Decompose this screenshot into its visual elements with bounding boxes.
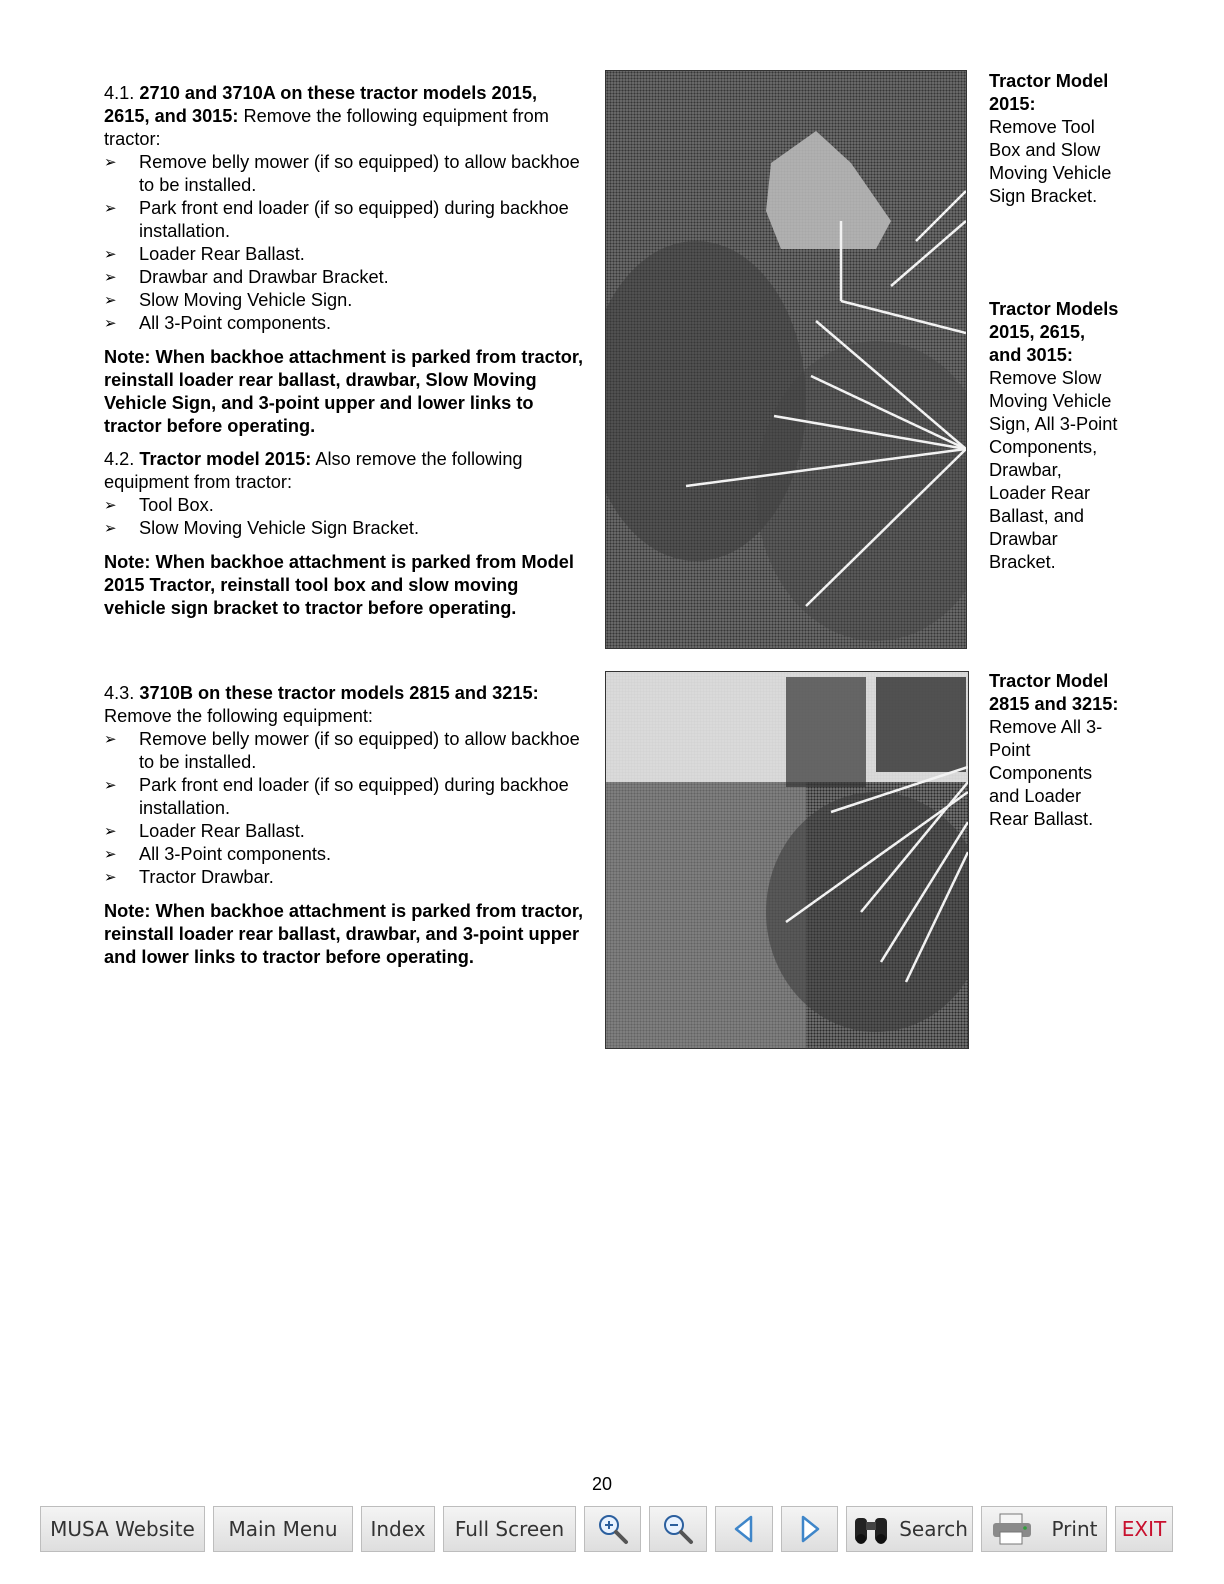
index-button[interactable]: Index	[361, 1506, 435, 1552]
print-label: Print	[1051, 1517, 1098, 1541]
chevron-right-icon	[797, 1514, 823, 1544]
section-4-3	[104, 682, 584, 969]
caption-models-2815-3215: Tractor Model 2815 and 3215: Remove All 3-Point Components and Loader Rear Ballast.	[989, 671, 1119, 829]
list-item: ➢ All 3-Point components.	[104, 313, 332, 333]
musa-website-button[interactable]: MUSA Website	[40, 1506, 205, 1552]
main-menu-button[interactable]: Main Menu	[213, 1506, 353, 1552]
binoculars-icon	[851, 1512, 891, 1546]
list-item: ➢ Loader Rear Ballast.	[104, 821, 305, 841]
section-4-1-heading	[104, 82, 584, 151]
section-number: 4.1.	[104, 83, 135, 103]
list-item: ➢ Tool Box.	[104, 495, 214, 515]
section-4-1-note: Note: When backhoe attachment is parked from tractor, reinstall loader rear ballast, drawbar, Slow Moving Vehicle Sign, and 3-point upper and lower links to tractor before operating.	[104, 347, 584, 436]
section-4-2-heading: 4.2. Tractor model 2015: Also remove the following equipment from tractor:	[104, 449, 523, 492]
list-item: ➢ Park front end loader (if so equipped) during backhoe installation.	[104, 198, 569, 241]
caption-model-2015: Tractor Model 2015: Remove Tool Box and Slow Moving Vehicle Sign Bracket.	[989, 71, 1112, 206]
section-4-2-note: Note: When backhoe attachment is parked from Model 2015 Tractor, reinstall tool box and slow moving vehicle sign bracket to tractor before operating.	[104, 552, 574, 618]
section-4-3-heading: 4.3. 3710B on these tractor models 2815 and 3215: Remove the following equipment:	[104, 683, 539, 726]
section-intro: Remove the following equipment from tractor:	[104, 106, 549, 149]
chevron-left-icon	[731, 1514, 757, 1544]
print-button[interactable]	[981, 1506, 1107, 1552]
exit-button[interactable]: EXIT	[1115, 1506, 1173, 1552]
printer-icon	[990, 1512, 1034, 1546]
list-item: ➢ Tractor Drawbar.	[104, 867, 274, 887]
tractor-rear-photo	[605, 70, 967, 649]
page-number: 20	[591, 1474, 613, 1494]
removal-list	[104, 151, 584, 335]
full-screen-button[interactable]: Full Screen	[443, 1506, 576, 1552]
list-item: ➢ Loader Rear Ballast.	[104, 244, 305, 264]
zoom-in-icon	[596, 1512, 630, 1546]
zoom-out-icon	[661, 1512, 695, 1546]
photo-illustration	[606, 71, 966, 648]
list-item: ➢ Slow Moving Vehicle Sign Bracket.	[104, 518, 420, 538]
removal-list	[104, 494, 584, 540]
section-4-2	[104, 448, 584, 620]
section-4-3-note: Note: When backhoe attachment is parked from tractor, reinstall loader rear ballast, drawbar, and 3-point upper and lower links to tractor before operating.	[104, 901, 584, 967]
list-item: ➢ Park front end loader (if so equipped) during backhoe installation.	[104, 775, 569, 818]
section-4-1	[104, 82, 584, 438]
list-item: ➢ Drawbar and Drawbar Bracket.	[104, 267, 389, 287]
list-item: ➢ Remove belly mower (if so equipped) to allow backhoe to be installed.	[104, 729, 580, 772]
removal-list	[104, 728, 584, 889]
list-item: ➢ All 3-Point components.	[104, 844, 332, 864]
search-label: Search	[899, 1517, 968, 1541]
list-item: ➢ Remove belly mower (if so equipped) to allow backhoe to be installed.	[104, 152, 580, 195]
search-button[interactable]	[846, 1506, 973, 1552]
previous-page-button[interactable]	[715, 1506, 773, 1552]
zoom-out-button[interactable]	[649, 1506, 707, 1552]
tractor-side-photo	[605, 671, 969, 1049]
photo-illustration	[606, 672, 968, 1048]
caption-models-2015-2615-3015: Tractor Models 2015, 2615, and 3015: Remove Slow Moving Vehicle Sign, All 3-Point Components, Drawbar, Loader Rear Ballast, and Drawbar Bracket.	[989, 299, 1119, 572]
zoom-in-button[interactable]	[584, 1506, 641, 1552]
section-title: 2710 and 3710A on these tractor models 2015, 2615, and 3015:	[104, 83, 538, 126]
next-page-button[interactable]	[781, 1506, 838, 1552]
list-item: ➢ Slow Moving Vehicle Sign.	[104, 290, 353, 310]
